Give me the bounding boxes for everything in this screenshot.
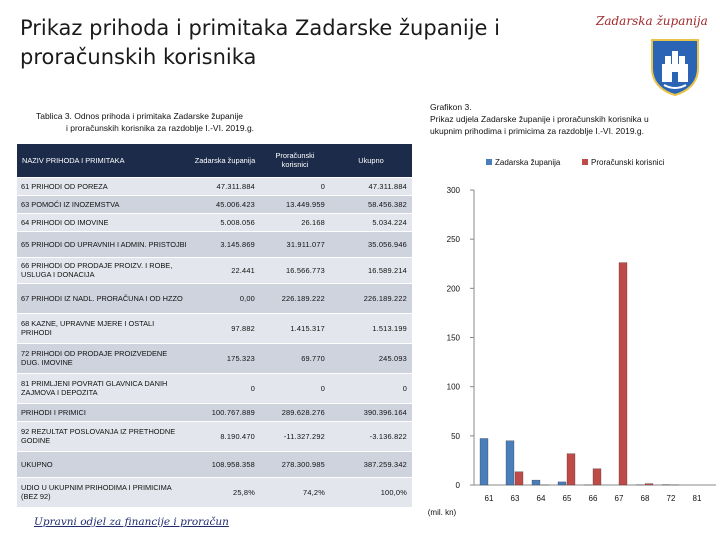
row-name: 65 PRIHODI OD UPRAVNIH I ADMIN. PRISTOJBI (17, 231, 190, 257)
table-row (17, 313, 412, 343)
footer-department: Upravni odjel za financije i proračun (34, 516, 229, 528)
table-caption-line2: i proračunskih korisnika za razdoblje I.-VI. 2019.g. (66, 123, 255, 133)
chart-caption-line1: Grafikon 3. (430, 102, 472, 112)
y-tick-label: 50 (451, 431, 460, 441)
table-header-row (17, 144, 412, 177)
row-name: 66 PRIHODI OD PRODAJE PROIZV. I ROBE, USLUGA I DONACIJA (17, 257, 190, 283)
table-row (17, 343, 412, 373)
row-name: UDIO U UKUPNIM PRIHODIMA I PRIMICIMA (BEZ 92) (17, 477, 190, 507)
chart-caption (430, 101, 715, 137)
row-total-value: 35.056.946 (330, 231, 412, 257)
row-beneficiaries-value: 69.770 (260, 343, 330, 373)
legend-swatch (486, 159, 492, 165)
row-total-value: -3.136.822 (330, 421, 412, 451)
bar-county (506, 441, 514, 485)
row-total-value: 16.589.214 (330, 257, 412, 283)
header-county: Zadarska županija (190, 144, 260, 177)
table-row (17, 403, 412, 421)
row-county-value: 97.882 (190, 313, 260, 343)
row-county-value: 175.323 (190, 343, 260, 373)
row-county-value: 0,00 (190, 283, 260, 313)
y-tick-label: 150 (446, 333, 460, 343)
row-name: 72 PRIHODI OD PRODAJE PROIZVEDENE DUG. IMOVINE (17, 343, 190, 373)
y-tick-label: 100 (446, 382, 460, 392)
chart-caption-line2: Prikaz udjela Zadarske županije i proračunskih korisnika u (430, 114, 649, 124)
table-row (17, 421, 412, 451)
row-name: 67 PRIHODI IZ NADL. PRORAČUNA I OD HZZO (17, 283, 190, 313)
row-county-value: 8.190.470 (190, 421, 260, 451)
table-row (17, 257, 412, 283)
row-beneficiaries-value: 289.628.276 (260, 403, 330, 421)
row-beneficiaries-value: -11.327.292 (260, 421, 330, 451)
bar-chart (416, 150, 720, 520)
legend-label: Proračunski korisnici (591, 158, 665, 167)
x-tick-label: 65 (562, 494, 572, 503)
table-row (17, 283, 412, 313)
table-row (17, 373, 412, 403)
row-beneficiaries-value: 278.300.985 (260, 451, 330, 477)
row-beneficiaries-value: 26.168 (260, 213, 330, 231)
x-tick-label: 68 (640, 494, 650, 503)
row-name: 68 KAZNE, UPRAVNE MJERE I OSTALI PRIHODI (17, 313, 190, 343)
table-row (17, 231, 412, 257)
coat-of-arms-icon (650, 38, 700, 96)
bar-county (480, 438, 488, 485)
brand-wordmark: Zadarska županija (596, 14, 708, 28)
revenue-table (17, 144, 412, 507)
y-tick-label: 0 (455, 481, 460, 490)
row-name: 64 PRIHODI OD IMOVINE (17, 213, 190, 231)
x-tick-label: 63 (510, 494, 520, 503)
table-caption (36, 110, 366, 134)
x-tick-label: 72 (666, 494, 676, 503)
row-total-value: 47.311.884 (330, 177, 412, 195)
row-county-value: 22.441 (190, 257, 260, 283)
table-row (17, 213, 412, 231)
row-county-value: 47.311.884 (190, 177, 260, 195)
x-tick-label: 64 (536, 494, 546, 503)
table-row (17, 177, 412, 195)
row-name: 81 PRIMLJENI POVRATI GLAVNICA DANIH ZAJMOVA I DEPOZITA (17, 373, 190, 403)
x-tick-label: 61 (484, 494, 494, 503)
row-county-value: 25,8% (190, 477, 260, 507)
row-beneficiaries-value: 16.566.773 (260, 257, 330, 283)
row-total-value: 390.396.164 (330, 403, 412, 421)
header-total: Ukupno (330, 144, 412, 177)
chart-caption-line3: ukupnim prihodima i primicima za razdoblje I.-VI. 2019.g. (430, 126, 645, 136)
row-total-value: 58.456.382 (330, 195, 412, 213)
row-total-value: 1.513.199 (330, 313, 412, 343)
row-total-value: 5.034.224 (330, 213, 412, 231)
header-name: NAZIV PRIHODA I PRIMITAKA (17, 144, 190, 177)
bar-county (532, 480, 540, 485)
row-beneficiaries-value: 1.415.317 (260, 313, 330, 343)
legend-swatch (582, 159, 588, 165)
y-tick-label: 200 (446, 284, 460, 294)
page-title: Prikaz prihoda i primitaka Zadarske županije i proračunskih korisnika (20, 16, 500, 69)
row-beneficiaries-value: 31.911.077 (260, 231, 330, 257)
x-tick-label: 67 (614, 494, 624, 503)
y-tick-label: 250 (446, 235, 460, 245)
bar-beneficiaries (619, 263, 627, 485)
row-total-value: 0 (330, 373, 412, 403)
bar-county (558, 482, 566, 485)
table-caption-line1: Tablica 3. Odnos prihoda i primitaka Zadarske županije (36, 111, 243, 121)
row-total-value: 226.189.222 (330, 283, 412, 313)
row-county-value: 3.145.869 (190, 231, 260, 257)
row-county-value: 0 (190, 373, 260, 403)
row-name: 63 POMOĆI IZ INOZEMSTVA (17, 195, 190, 213)
bar-beneficiaries (593, 469, 601, 485)
table-row (17, 451, 412, 477)
row-name: 92 REZULTAT POSLOVANJA IZ PRETHODNE GODINE (17, 421, 190, 451)
row-county-value: 108.958.358 (190, 451, 260, 477)
row-beneficiaries-value: 13.449.959 (260, 195, 330, 213)
row-name: PRIHODI I PRIMICI (17, 403, 190, 421)
y-tick-label: 300 (446, 186, 460, 195)
row-beneficiaries-value: 0 (260, 373, 330, 403)
row-beneficiaries-value: 0 (260, 177, 330, 195)
row-total-value: 387.259.342 (330, 451, 412, 477)
x-tick-label: 81 (692, 494, 702, 503)
row-county-value: 100.767.889 (190, 403, 260, 421)
row-total-value: 100,0% (330, 477, 412, 507)
row-beneficiaries-value: 74,2% (260, 477, 330, 507)
row-beneficiaries-value: 226.189.222 (260, 283, 330, 313)
bar-beneficiaries (645, 484, 653, 485)
legend-label: Zadarska županija (495, 158, 561, 167)
table-row (17, 195, 412, 213)
table-row (17, 477, 412, 507)
x-axis-label: (mil. kn) (427, 508, 457, 517)
bar-beneficiaries (515, 472, 523, 485)
bar-beneficiaries (567, 454, 575, 485)
row-county-value: 45.006.423 (190, 195, 260, 213)
row-name: 61 PRIHODI OD POREZA (17, 177, 190, 195)
row-name: UKUPNO (17, 451, 190, 477)
x-tick-label: 66 (588, 494, 598, 503)
header-beneficiaries: Proračunski korisnici (260, 144, 330, 177)
row-county-value: 5.008.056 (190, 213, 260, 231)
row-total-value: 245.093 (330, 343, 412, 373)
